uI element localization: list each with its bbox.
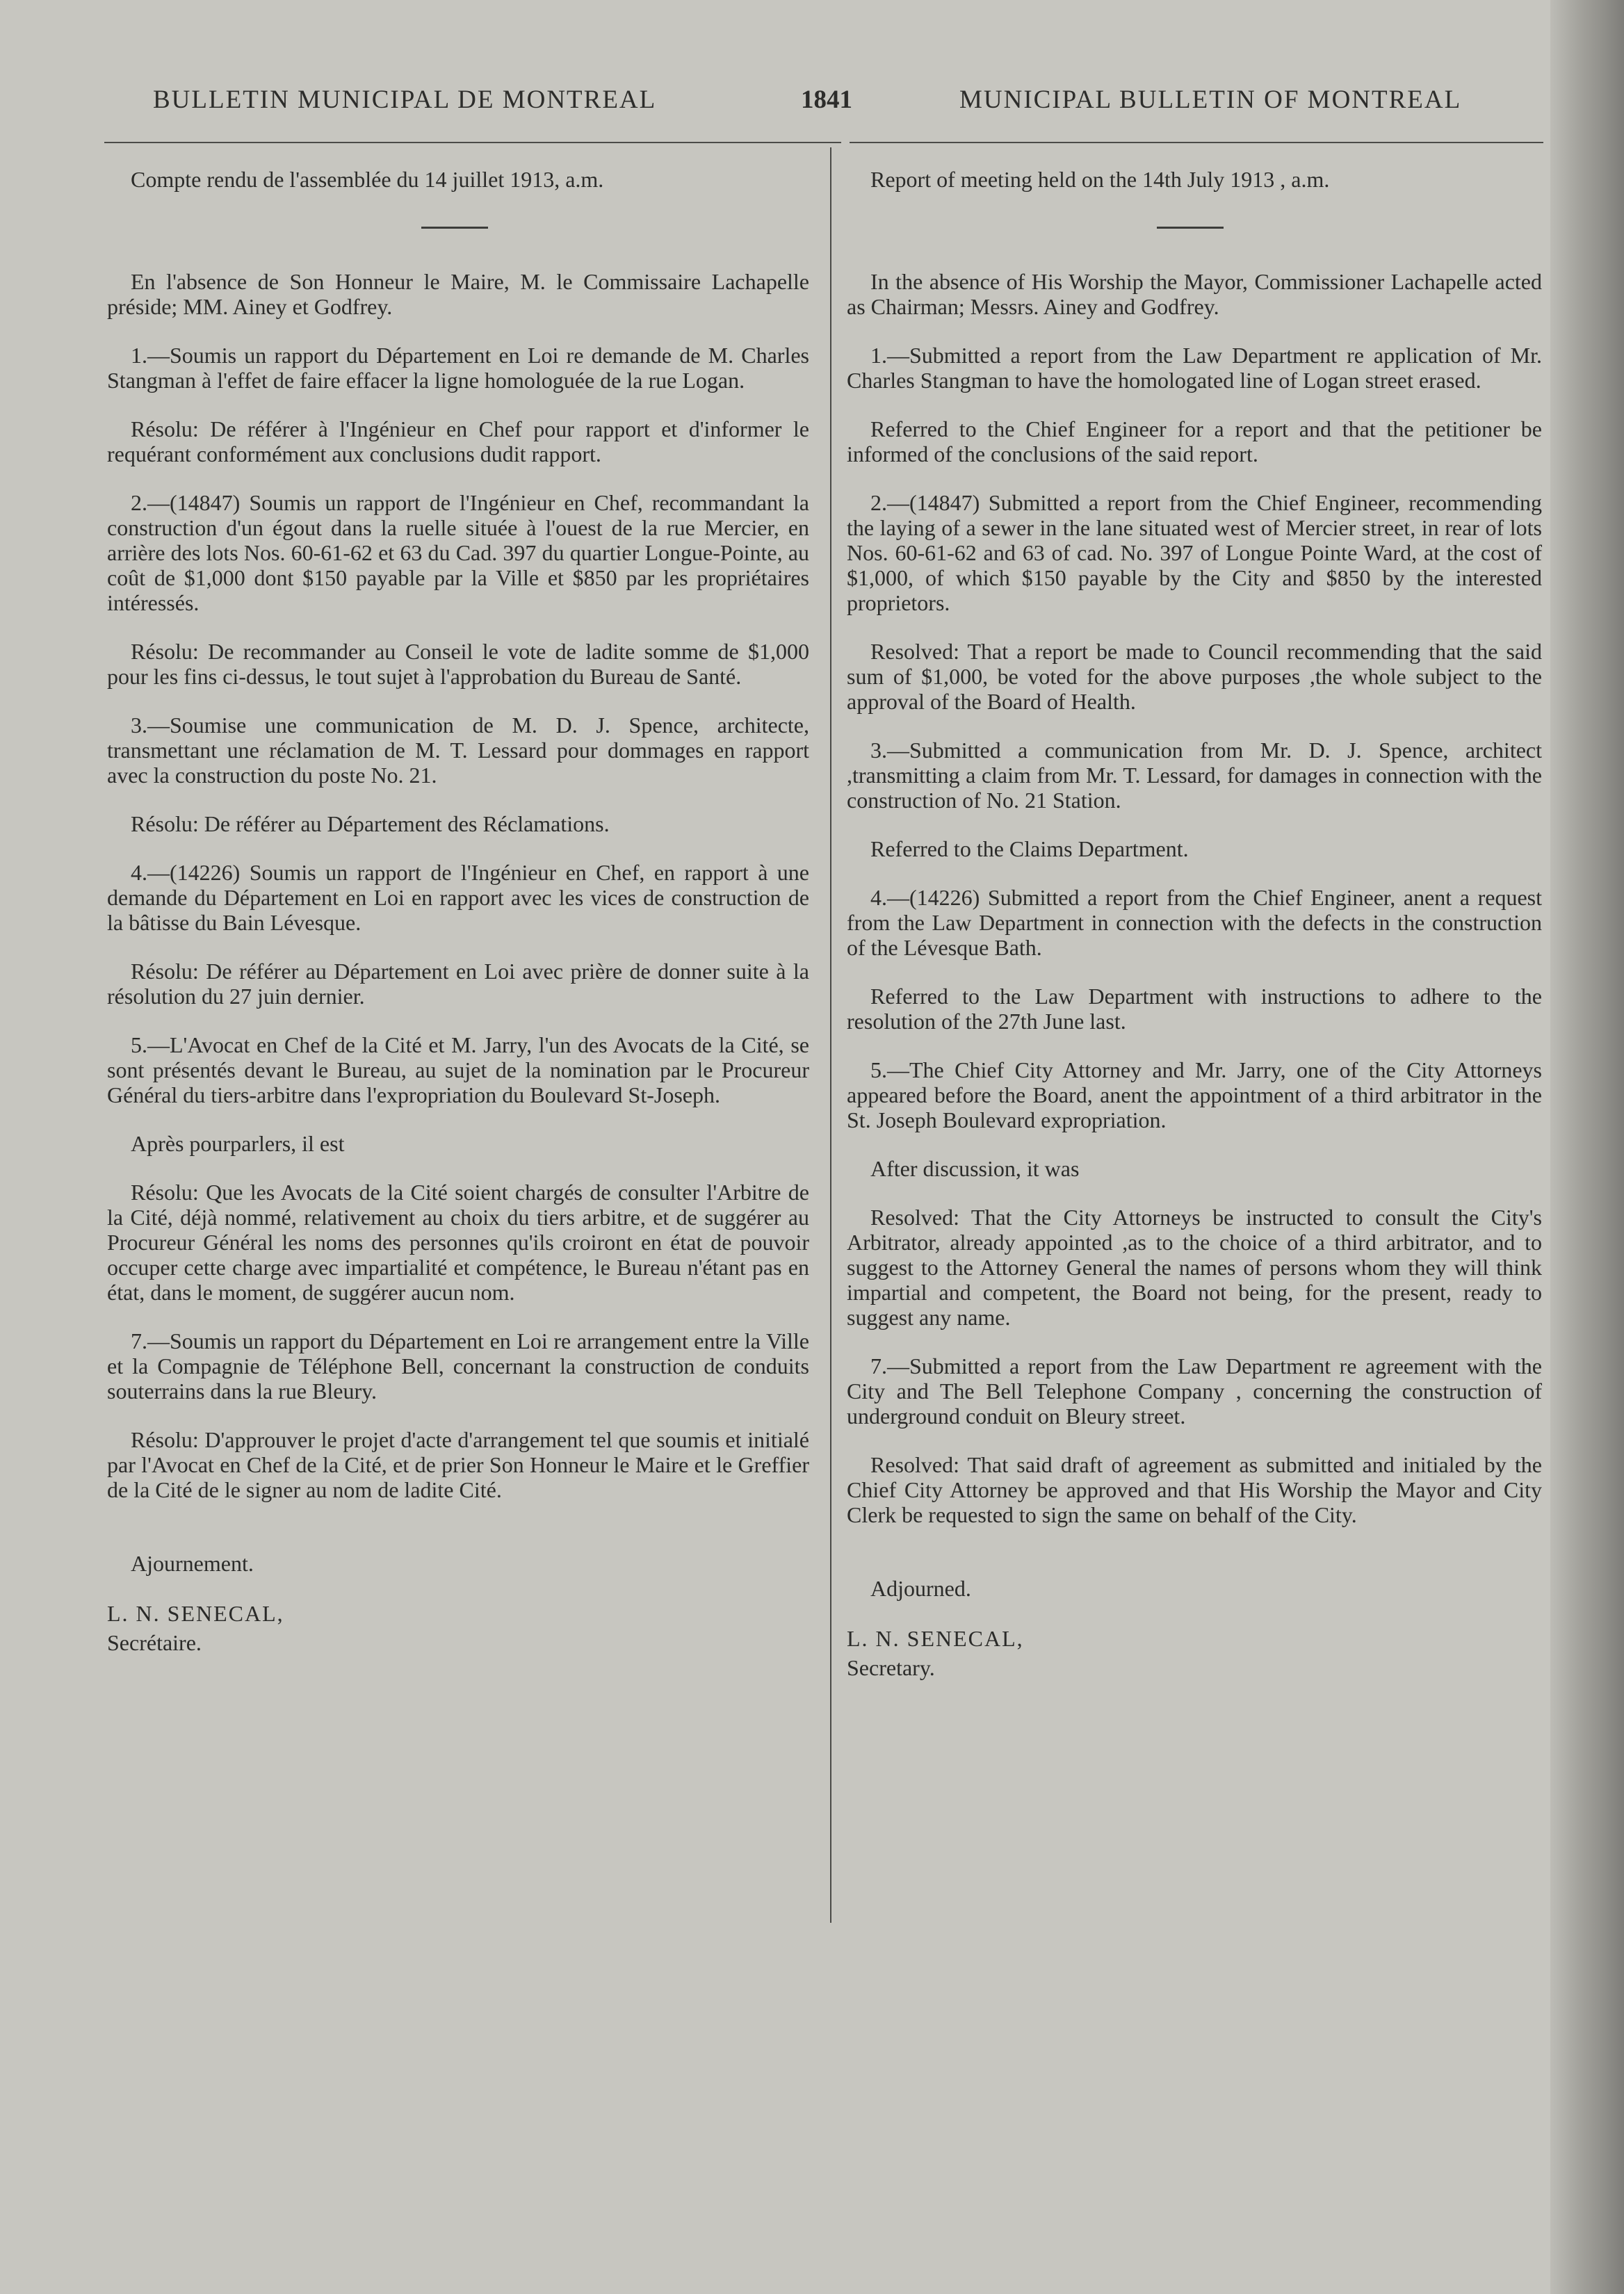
english-paragraph: Resolved: That said draft of agreement as submitted and initialed by the Chief City Attorney be approved and that His Worship the Mayor and City Clerk be requested to sign the same on behalf of the City. xyxy=(847,1452,1542,1527)
french-paragraph: Résolu: De référer à l'Ingénieur en Chef pour rapport et d'informer le requérant conformément aux conclusions dudit rapport. xyxy=(107,416,809,466)
english-paragraph: Resolved: That a report be made to Council recommending that the said sum of $1,000, be voted for the above purposes ,the whole subject to the approval of the Board of Health. xyxy=(847,639,1542,714)
header-rule-left xyxy=(104,142,841,143)
french-paragraph: 7.—Soumis un rapport du Département en Loi re arrangement entre la Ville et la Compagnie de Téléphone Bell, concernant la construction de conduits souterrains dans la rue Bleury. xyxy=(107,1328,809,1404)
english-paragraph: 5.—The Chief City Attorney and Mr. Jarry, one of the City Attorneys appeared before the Board, anent the appointment of a third arbitrator in the St. Joseph Boulevard expropriation. xyxy=(847,1057,1542,1132)
english-paragraph: 4.—(14226) Submitted a report from the Chief Engineer, anent a request from the Law Department in connection with the defects in the construction of the Lévesque Bath. xyxy=(847,885,1542,960)
title-separator xyxy=(1157,227,1224,229)
column-divider xyxy=(830,147,831,1923)
english-signature-role: Secretary. xyxy=(847,1655,935,1680)
english-paragraph: 7.—Submitted a report from the Law Department re agreement with the City and The Bell Telephone Company , concerning the construction of underground conduit on Bleury street. xyxy=(847,1353,1542,1429)
french-signature-role: Secrétaire. xyxy=(107,1630,202,1655)
english-paragraph: 3.—Submitted a communication from Mr. D. J. Spence, architect ,transmitting a claim from Mr. T. Lessard, for damages in connection with the construction of No. 21 Station. xyxy=(847,738,1542,813)
french-signature: L. N. SENECAL, xyxy=(107,1601,284,1626)
french-meeting-title: Compte rendu de l'assemblée du 14 juillet 1913, a.m. xyxy=(131,167,604,192)
french-paragraph: Résolu: De recommander au Conseil le vote de ladite somme de $1,000 pour les fins ci-dessus, le tout sujet à l'approbation du Bureau de Santé. xyxy=(107,639,809,689)
french-paragraph: 4.—(14226) Soumis un rapport de l'Ingénieur en Chef, en rapport à une demande du Département en Loi en rapport avec les vices de construction de la bâtisse du Bain Lévesque. xyxy=(107,860,809,935)
french-paragraph: Résolu: D'approuver le projet d'acte d'arrangement tel que soumis et initialé par l'Avocat en Chef de la Cité, et de prier Son Honneur le Maire et le Greffier de la Cité de le signer au nom de ladite Cité. xyxy=(107,1427,809,1502)
french-paragraph: Après pourparlers, il est xyxy=(131,1131,345,1156)
french-paragraph: 3.—Soumise une communication de M. D. J. Spence, architecte, transmettant une réclamation de M. T. Lessard pour dommages en rapport avec la construction du poste No. 21. xyxy=(107,713,809,788)
header-rule-right xyxy=(850,142,1543,143)
english-paragraph: Referred to the Claims Department. xyxy=(870,836,1189,861)
header-english-title: MUNICIPAL BULLETIN OF MONTREAL xyxy=(959,86,1462,114)
english-paragraph: 1.—Submitted a report from the Law Department re application of Mr. Charles Stangman to have the homologated line of Logan street erased. xyxy=(847,343,1542,393)
french-column xyxy=(107,167,809,1655)
english-paragraph: In the absence of His Worship the Mayor, Commissioner Lachapelle acted as Chairman; Messrs. Ainey and Godfrey. xyxy=(847,269,1542,319)
english-paragraph: Referred to the Law Department with instructions to adhere to the resolution of the 27th June last. xyxy=(847,984,1542,1034)
english-paragraph: 2.—(14847) Submitted a report from the Chief Engineer, recommending the laying of a sewer in the lane situated west of Mercier street, in rear of lots Nos. 60-61-62 and 63 of cad. No. 397 of Longue Pointe Ward, at the cost of $1,000, of which $150 payable by the City and $850 by the interested proprietors. xyxy=(847,490,1542,615)
english-meeting-title: Report of meeting held on the 14th July 1913 , a.m. xyxy=(870,167,1330,192)
english-paragraph: Referred to the Chief Engineer for a report and that the petitioner be informed of the conclusions of the said report. xyxy=(847,416,1542,466)
french-paragraph: 5.—L'Avocat en Chef de la Cité et M. Jarry, l'un des Avocats de la Cité, se sont présentés devant le Bureau, au sujet de la nomination par le Procureur Général du tiers-arbitre dans l'expropriation du Boulevard St-Joseph. xyxy=(107,1032,809,1107)
page-number: 1841 xyxy=(801,86,852,114)
french-paragraph: Résolu: De référer au Département des Réclamations. xyxy=(131,811,610,836)
french-paragraph: 1.—Soumis un rapport du Département en Loi re demande de M. Charles Stangman à l'effet de faire effacer la ligne homologuée de la rue Logan. xyxy=(107,343,809,393)
english-adjournment: Adjourned. xyxy=(870,1576,971,1601)
english-signature: L. N. SENECAL, xyxy=(847,1626,1024,1651)
french-paragraph: Résolu: Que les Avocats de la Cité soient chargés de consulter l'Arbitre de la Cité, déjà nommé, relativement au choix du tiers arbitre, et de suggérer au Procureur Général les noms des personnes qu'ils croiront en état de pouvoir occuper cette charge avec impartialité et compétence, le Bureau n'étant pas en état, dans le moment, de suggérer aucun nom. xyxy=(107,1180,809,1305)
french-paragraph: En l'absence de Son Honneur le Maire, M. le Commissaire Lachapelle préside; MM. Ainey et Godfrey. xyxy=(107,269,809,319)
english-paragraph: After discussion, it was xyxy=(870,1156,1080,1181)
french-paragraph: 2.—(14847) Soumis un rapport de l'Ingénieur en Chef, recommandant la construction d'un égout dans la ruelle située à l'ouest de la rue Mercier, en arrière des lots Nos. 60-61-62 et 63 du Cad. 397 du quartier Longue-Pointe, au coût de $1,000 dont $150 payable par la Ville et $850 par les propriétaires intéressés. xyxy=(107,490,809,615)
title-separator xyxy=(421,227,488,229)
french-adjournment: Ajournement. xyxy=(131,1551,254,1576)
english-column xyxy=(847,167,1542,1680)
french-paragraph: Résolu: De référer au Département en Loi avec prière de donner suite à la résolution du 27 juin dernier. xyxy=(107,959,809,1009)
english-paragraph: Resolved: That the City Attorneys be instructed to consult the City's Arbitrator, already appointed ,as to the choice of a third arbitrator, and to suggest to the Attorney General the names of persons whom they will think impartial and competent, the Board not being, for the present, ready to suggest any name. xyxy=(847,1205,1542,1330)
binding-edge xyxy=(1550,0,1624,2294)
header-french-title: BULLETIN MUNICIPAL DE MONTREAL xyxy=(153,86,657,114)
